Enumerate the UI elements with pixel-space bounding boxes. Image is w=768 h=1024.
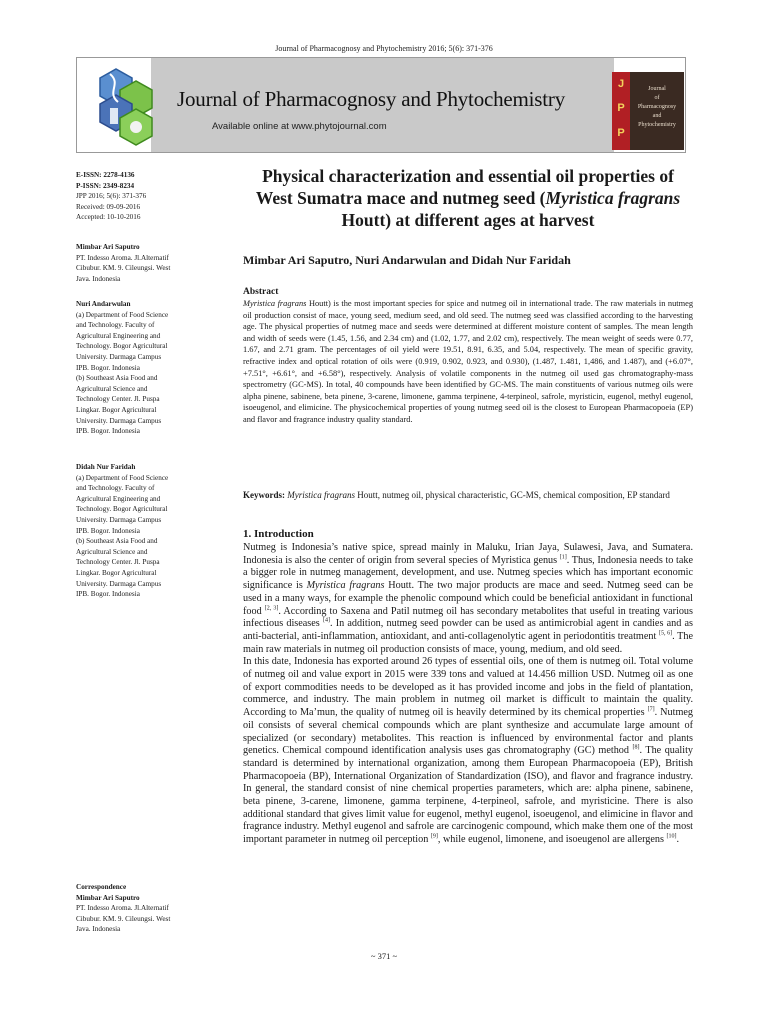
text-run: . Thus, Indonesia needs to take a bigger role in nutmeg management, development, and use. Nutmeg species which has important economic significance is xyxy=(243,554,694,592)
keywords-list: Houtt, nutmeg oil, physical characteristic, GC-MS, chemical composition, EP standard xyxy=(355,490,670,500)
affiliation-line: University. Darmaga Campus xyxy=(76,579,162,588)
text-run: , while eugenol, limonene, and isoeugenol are allergens xyxy=(437,834,667,846)
article-meta xyxy=(76,170,226,223)
citation: [9] xyxy=(430,833,438,840)
jpp-word: of xyxy=(654,95,660,101)
jpp-journal-badge xyxy=(630,72,684,150)
title-species: Myristica fragrans xyxy=(545,188,681,208)
paragraph xyxy=(243,542,693,656)
keywords-species: Myristica fragrans xyxy=(287,490,356,500)
received-date: Received: 09-09-2016 xyxy=(76,202,141,211)
abstract-body: Houtt) is the most important species for spice and nutmeg oil in international trade. The raw materials in nutmeg oil production consist of mace, young seed, medium seed, and old seed. The nutmeg seed was classified according to the harvesting age. The physical properties of nutmeg mace and seeds were determined at different moisture content of samples. The mean length and width of seeds were (1.45, 1.56, and 2.34 cm) and (1.02, 1.77, and 2.02 cm), respectively. The mean weight of seeds were 0.77, 1.67, and 2.71 gram. The percentages of oil yield were 19.51, 8.91, 6.35, and 5.04, respectively. The mean of specific gravity, refractive index and optical rotation of oils were (0.919, 0.902, 0.923, and 0.930), (1.487, 1.481, 1,486, and 1.487), and (+6.07°, +7.51°, +6.61°, and +6.58°), respectively. Analysis of volatile components in the nutmeg oil used gas chromatography-mass spectrometry (GC-MS). In total, 40 compounds have been identified by GC-MS. The main constituents of various nutmeg oils were alpha pinene, sabinene, beta pinene, 3-carene, limonene, gamma terpinene, 4-terpineol, safrole, myristicin, eugenol, methyl eugenol, isoeugenol, and elimicine. The physicochemical properties of young nutmeg seed oil is the closest to European Pharmacopoeia (EP) and flavor and fragrance industry quality standard. xyxy=(243,299,694,424)
jpp-issue: JPP 2016; 5(6): 371-376 xyxy=(76,192,147,201)
journal-logo-icon xyxy=(80,60,158,148)
abstract-text xyxy=(243,298,693,426)
journal-tagline: Available online at www.phytojournal.com xyxy=(212,121,387,132)
affiliation-block xyxy=(76,462,226,600)
affiliation-line: Agricultural Science and xyxy=(76,547,148,556)
affiliation-line: IPB. Bogor. Indonesia xyxy=(76,590,140,599)
introduction-heading: 1. Introduction xyxy=(243,528,314,540)
jpp-word: and xyxy=(652,113,662,119)
title-part: Houtt) at different ages at harvest xyxy=(341,210,595,230)
affiliation-line: Java. Indonesia xyxy=(76,274,121,283)
text-run: . xyxy=(676,834,680,846)
correspondence-heading: Correspondence xyxy=(76,883,127,891)
affiliation-line: University. Darmaga Campus xyxy=(76,352,162,361)
text-run: Houtt. The two major products are mace and seed. Nutmeg seed can be used in a many ways, for example the phenolic compound which could be beneficial antioxidant in functional food xyxy=(243,580,693,617)
affiliation-line: Technology. Bogor Agricultural xyxy=(76,505,168,514)
affiliation-line: Technology. Bogor Agricultural xyxy=(76,342,168,351)
citation: [5, 6] xyxy=(658,630,673,637)
text-run: In this date, Indonesia has exported around 26 types of essential oils, one of them is nutmeg oil. Total volume of nutmeg oil and value export in 2015 were 339 tons and valued at 14.456 million USD. Nutmeg oil as one of export commodities needs to be developed as it has provided income and jobs in the field of plantation, commerce, and industry. The main problem in nutmeg oil market is difficult to maintain the quality. According to Ma’mun, the quality of nutmeg oil is heavily determined by its chemical properties xyxy=(243,656,693,719)
accepted-date: Accepted: 10-10-2016 xyxy=(76,213,141,222)
affiliation-line: (a) Department of Food Science xyxy=(76,310,169,319)
text-run: . According to Saxena and Patil nutmeg oil has secondary metabolites that useful in treating various infectious diseases xyxy=(243,605,693,630)
affiliation-line: Agricultural Engineering and xyxy=(76,331,161,340)
affiliation-line: University. Darmaga Campus xyxy=(76,515,162,524)
affiliation-line: IPB. Bogor. Indonesia xyxy=(76,427,140,436)
running-head: Journal of Pharmacognosy and Phytochemistry 2016; 5(6): 371-376 xyxy=(275,44,493,53)
eissn: E-ISSN: 2278-4136 xyxy=(76,171,135,179)
paragraph xyxy=(243,656,693,847)
keywords xyxy=(243,489,693,501)
correspondence-line: PT. Indesso Aroma. Jl.Alternatif xyxy=(76,904,169,913)
affiliation-block xyxy=(76,299,226,437)
authors: Mimbar Ari Saputro, Nuri Andarwulan and Didah Nur Faridah xyxy=(243,253,571,267)
affiliation-line: (a) Department of Food Science xyxy=(76,473,169,482)
jpp-letter: P xyxy=(617,102,625,114)
affiliation-line: Lingkar. Bogor Agricultural xyxy=(76,568,157,577)
affiliation-line: and Technology. Faculty of xyxy=(76,321,155,330)
affiliation-line: Technology Center. Jl. Puspa xyxy=(76,395,160,404)
citation: [8] xyxy=(632,744,640,751)
correspondence-line: Cibubur. KM. 9. Cileungsi. West xyxy=(76,914,171,923)
citation: [4] xyxy=(322,617,330,624)
text-run: . The quality standard is determined by international organization, among them European Pharmacopoeia (EP), British Pharmacopoeia (BP), International Organization of Standardization (ISO), and flavor and fragrance industry. In general, the standard consist of nine chemical properties parameters, which are: alpha pinene, sabinene, beta pinene, 3-carene, limonene, gamma terpinene, 4-terpineol, safrole, and myristicine. There is also additional standard that gives limit value for eugenol, methyl eugenol, isoeugenol, and elimicine in flavor and fragrance industry. Methyl eugenol and safrole are carcinogenic compound, which make them one of the most important parameter in nutmeg oil perception xyxy=(243,745,693,846)
affiliation-name: Didah Nur Faridah xyxy=(76,463,136,471)
affiliation-name: Nuri Andarwulan xyxy=(76,300,131,308)
text-run: . Nutmeg oil consists of several chemical compounds which are plant synthesize and accumulate large amount of specialized (or secondary) metabolites. This reaction is influenced by environmental factor and plants genetics. Chemical compound identification analysis uses gas chromatography (GC) method xyxy=(243,707,693,757)
affiliation-line: (b) Southeast Asia Food and xyxy=(76,537,158,546)
citation: [10] xyxy=(666,833,677,840)
affiliation-line: (b) Southeast Asia Food and xyxy=(76,374,158,383)
affiliation-line: and Technology. Faculty of xyxy=(76,484,155,493)
affiliation-line: Lingkar. Bogor Agricultural xyxy=(76,405,157,414)
jpp-letter: P xyxy=(617,127,625,139)
text-run: . The main raw materials in nutmeg oil production consists of mace, young, medium, and old seed. xyxy=(243,630,693,655)
citation: [2, 3] xyxy=(264,605,279,612)
jpp-word: Journal xyxy=(648,86,666,92)
page-number: ~ 371 ~ xyxy=(370,951,398,961)
introduction-body xyxy=(243,542,693,847)
affiliation-line: PT. Indesso Aroma. Jl.Alternatif xyxy=(76,253,169,262)
text-run: . In addition, nutmeg seed powder can be used as antimicrobial agent in candies and as anti-bacterial, anti-inflammation, antioxidant, and anti-collagenolytic agent in periodontitis treatment xyxy=(243,618,693,642)
affiliation-name: Mimbar Ari Saputro xyxy=(76,243,140,251)
affiliation-block xyxy=(76,242,226,284)
article-title xyxy=(243,165,693,231)
text-run: Nutmeg is Indonesia’s native spice, spread mainly in Maluku, Irian Jaya, Sulawesi, Java, and Sumatera. Indonesia is also the center of origin from several species of Myristica genus xyxy=(243,542,693,566)
title-part: Physical characterization and essential oil properties of West Sumatra mace and nutmeg seed ( xyxy=(255,166,674,208)
abstract-heading: Abstract xyxy=(243,287,279,297)
affiliation-line: IPB. Bogor. Indonesia xyxy=(76,363,140,372)
citation: [7] xyxy=(647,706,655,713)
correspondence-block xyxy=(76,882,226,935)
affiliation-line: University. Darmaga Campus xyxy=(76,416,162,425)
citation: [1] xyxy=(559,554,567,561)
abstract-species: Myristica fragrans xyxy=(243,299,307,308)
jpp-letter: J xyxy=(617,78,625,90)
affiliation-line: IPB. Bogor. Indonesia xyxy=(76,526,140,535)
keywords-label: Keywords: xyxy=(243,490,285,500)
affiliation-line: Agricultural Engineering and xyxy=(76,494,161,503)
pissn: P-ISSN: 2349-8234 xyxy=(76,181,135,190)
journal-banner xyxy=(76,57,686,153)
affiliation-line: Technology Center. Jl. Puspa xyxy=(76,558,160,567)
jpp-word: Phytochemistry xyxy=(638,122,676,128)
journal-name: Journal of Pharmacognosy and Phytochemistry xyxy=(177,87,566,111)
correspondence-name: Mimbar Ari Saputro xyxy=(76,893,140,902)
affiliation-line: Agricultural Science and xyxy=(76,384,148,393)
species-name: Myristica fragrans xyxy=(306,580,385,592)
jpp-red-badge xyxy=(612,72,630,150)
jpp-word: Pharmacognosy xyxy=(637,104,677,110)
correspondence-line: Java. Indonesia xyxy=(76,925,121,934)
affiliation-line: Cibubur. KM. 9. Cileungsi. West xyxy=(76,264,171,273)
